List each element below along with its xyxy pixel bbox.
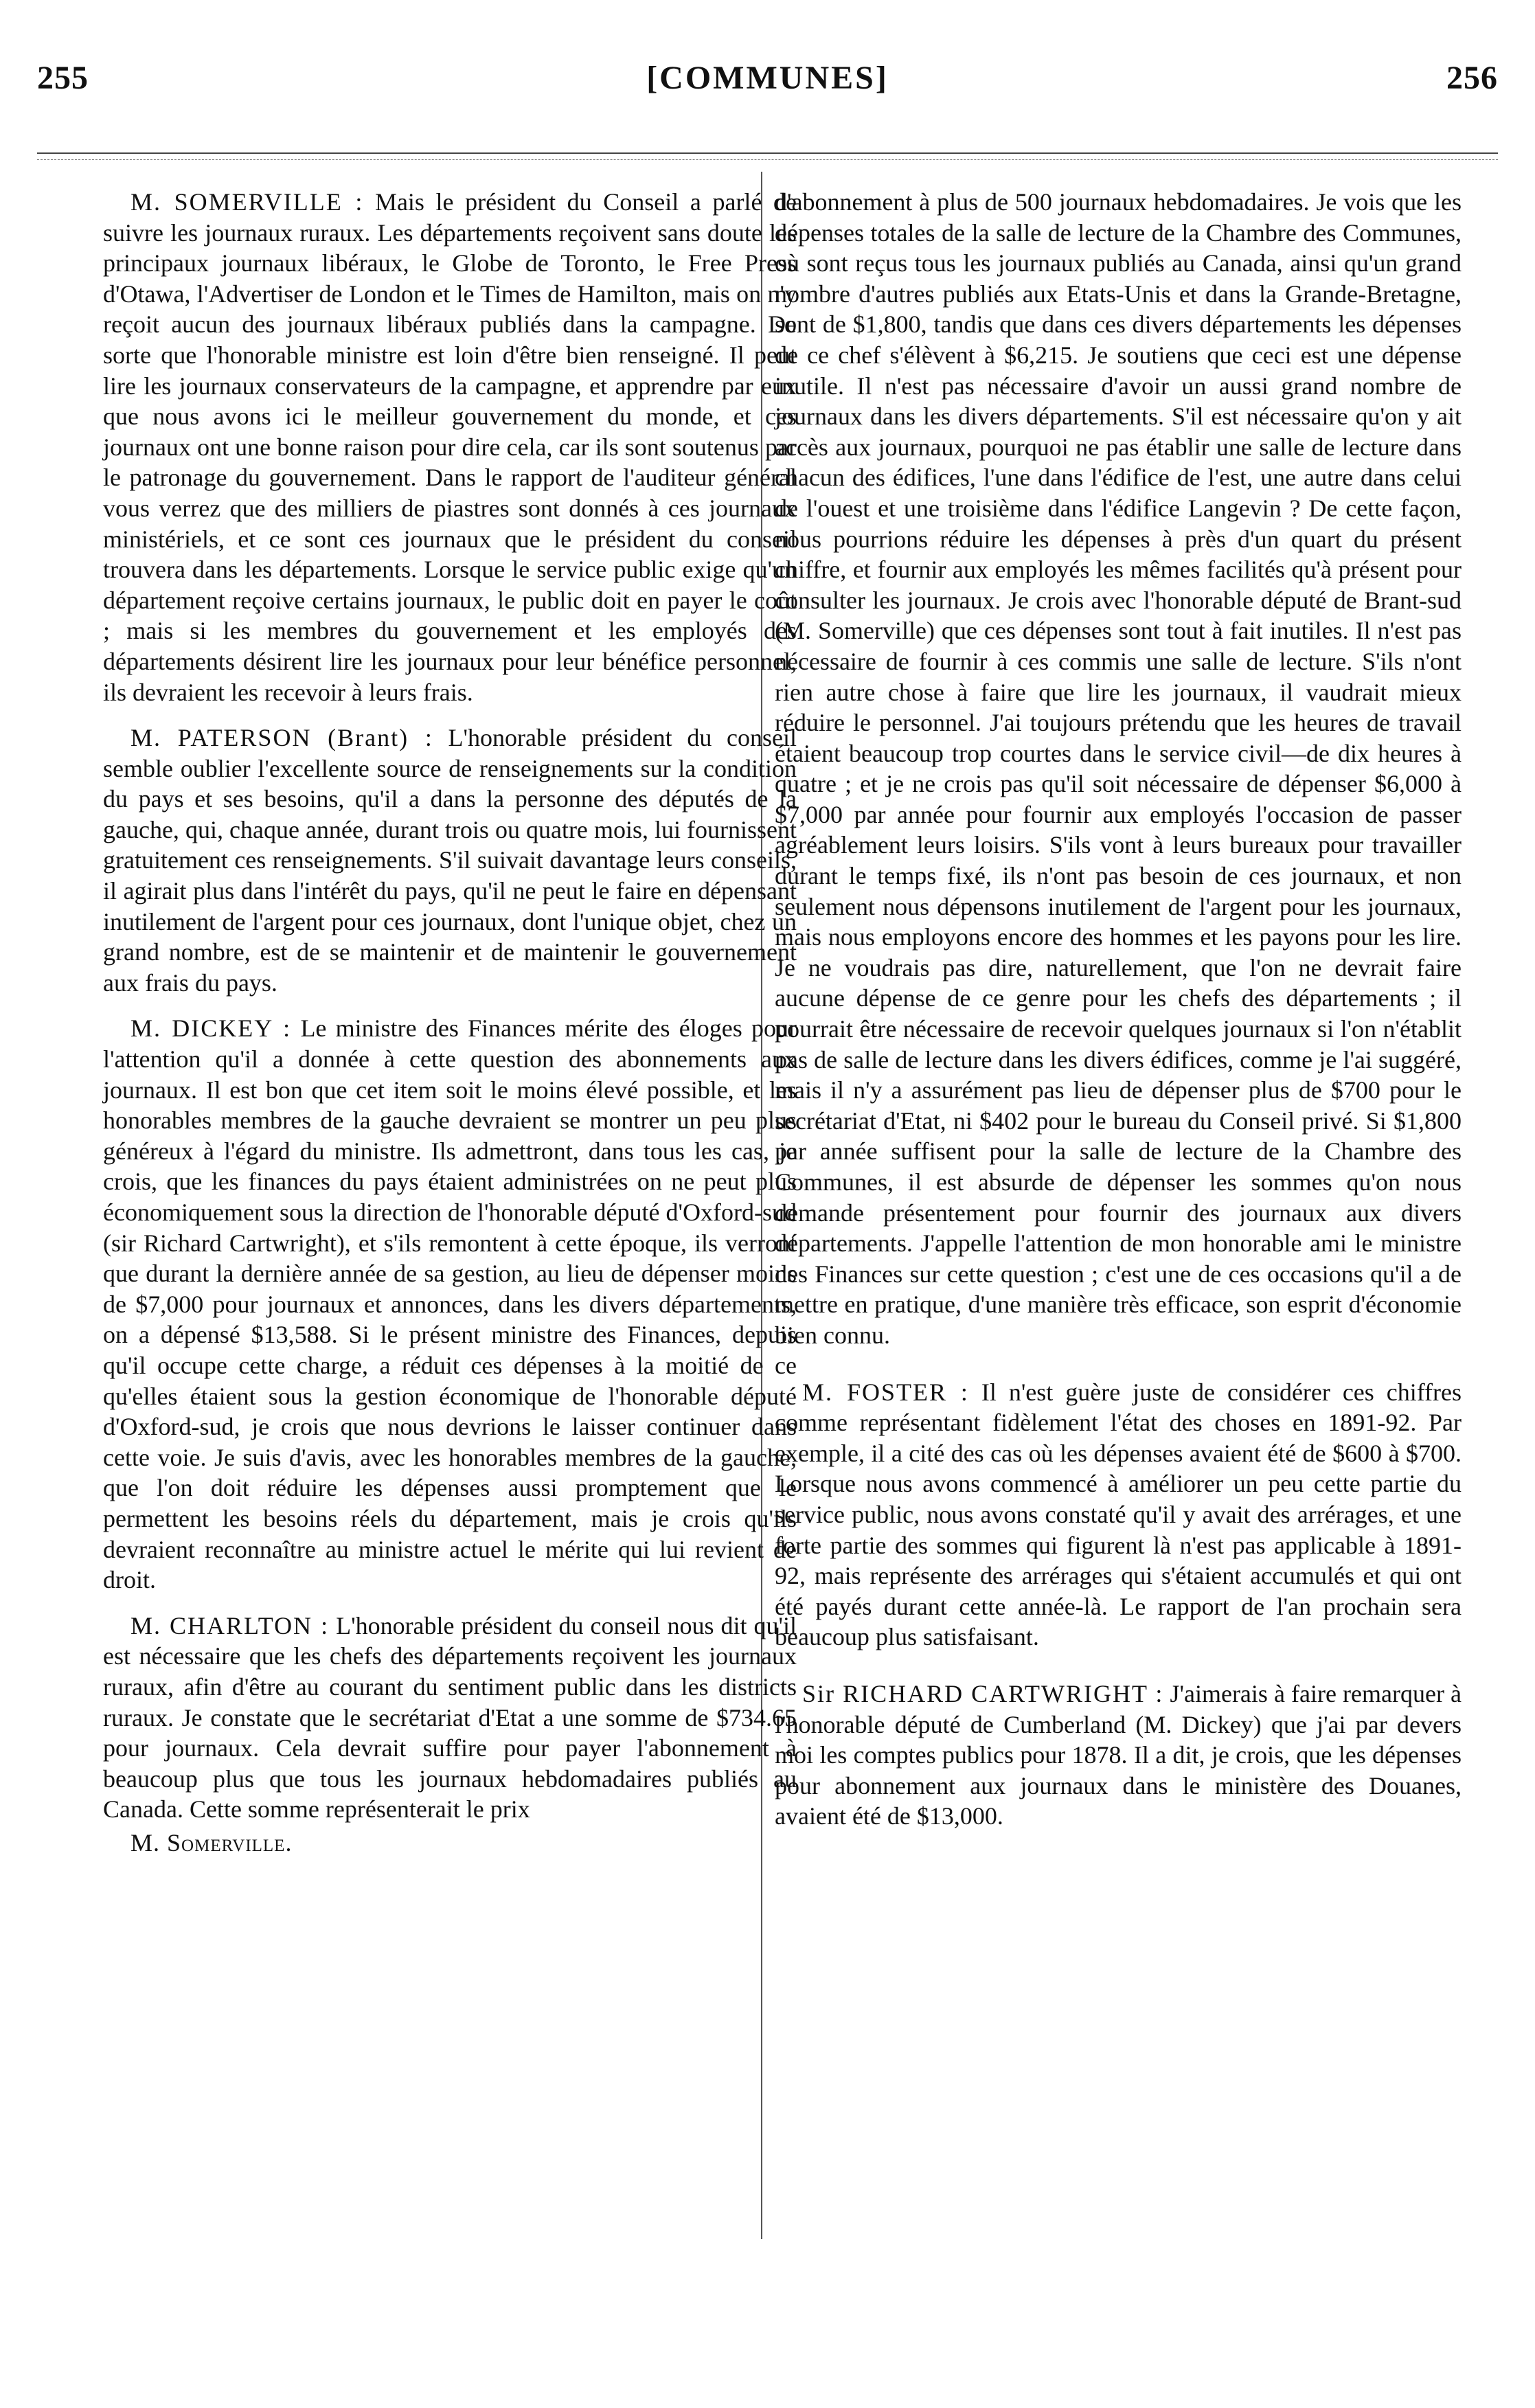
speech-text: J'aimerais à faire remarquer à l'honorable député de Cumberland (M. Dickey) que j'ai par devers moi les comptes publics pour 1878. Il a dit, je crois, que les dépenses pour abonnement aux journaux dans le ministère des Douanes, avaient été de $13,000. xyxy=(775,1679,1462,1830)
speech-text: d'abonnement à plus de 500 journaux hebdomadaires. Je vois que les dépenses totales de la salle de lecture de la Chambre des Communes, où sont reçus tous les journaux publiés au Canada, ainsi qu'un grand nombre d'autres publiés aux Etats-Unis et dans la Grande-Bretagne, sont de $1,800, tandis que dans ces divers départements les dépenses de ce chef s'élèvent à $6,215. Je soutiens que ceci est une dépense inutile. Il n'est pas nécessaire d'avoir un aussi grand nombre de journaux dans les divers départements. S'il est nécessaire qu'on y ait accès aux journaux, pourquoi ne pas établir une salle de lecture dans chacun des édifices, l'une dans l'édifice de l'est, une autre dans celui de l'ouest et une troisième dans l'édifice Langevin ? De cette façon, nous pourrions réduire les dépenses à près d'un quart du présent chiffre, et fournir aux employés les mêmes facilités qu'à présent pour consulter les journaux. Je crois avec l'honorable député de Brant-sud (M. Somerville) que ces dépenses sont tout à fait inutiles. Il n'est pas nécessaire de fournir à ces commis une salle de lecture. S'ils n'ont rien autre chose à faire que lire les journaux, il vaudrait mieux réduire le personnel. J'ai toujours prétendu que les heures de travail étaient beaucoup trop courtes dans le service civil—de dix heures à quatre ; et je ne crois pas qu'il soit nécessaire de dépenser $6,000 à $7,000 par année pour fournir aux employés l'occasion de passer agréablement leurs loisirs. S'ils vont à leurs bureaux pour travailler durant le temps fixé, ils n'ont pas besoin de ces journaux, et non seulement nous dépensons inutilement de l'argent pour les journaux, mais nous employons encore des hommes et les payons pour les lire. Je ne voudrais pas dire, naturellement, que l'on ne devrait faire aucune dépense de ce genre pour les chefs des départements ; il pourrait être nécessaire de recevoir quelques journaux si l'on n'établit pas de salle de lecture dans les divers édifices, comme je l'ai suggéré, mais il n'y a assurément pas lieu de dépenser plus de $700 pour le secrétariat d'Etat, ni $402 pour le bureau du Conseil privé. Si $1,800 par année suffisent pour la salle de lecture de la Chambre des Communes, il est absurde de dépenser les sommes qu'on nous demande présentement pour fournir des journaux aux divers départements. J'appelle l'attention de mon honorable ami le ministre des Finances sur cette question ; c'est une de ces occasions qu'il a de mettre en pratique, d'une manière très efficace, son esprit d'économie bien connu. xyxy=(775,188,1462,1349)
speech-text: L'honorable président du conseil nous dit qu'il est nécessaire que les chefs des départements reçoivent les journaux ruraux, afin d'être au courant du sentiment public dans les districts ruraux. Je constate que le secrétariat d'Etat a une somme de $734.65 pour journaux. Cela devrait suffire pour payer l'abonnement à beaucoup plus que tous les journaux hebdomadaires publiés au Canada. Cette somme représenterait le prix xyxy=(103,1611,797,1824)
speech-paterson xyxy=(103,723,797,998)
speech-cartwright xyxy=(775,1679,1462,1832)
speaker-name: M. DICKEY : xyxy=(130,1014,292,1043)
page-signature: M. Somerville. xyxy=(130,1828,293,1856)
speaker-name: Sir RICHARD CARTWRIGHT : xyxy=(802,1679,1164,1707)
page-number-right: 256 xyxy=(1446,60,1498,96)
speech-somerville xyxy=(103,187,797,707)
speech-text: Il n'est guère juste de considérer ces chiffres comme représentant fidèlement l'état des choses en 1891-92. Par exemple, il a cité des cas où les dépenses avaient été de $600 à $700. Lorsque nous avons commencé à améliorer un peu cette partie du service public, nous avons constaté qu'il y avait des arrérages, et une forte partie des sommes qui figurent là n'est pas applicable à 1891-92, mais représente des arrérages qui s'étaient accumulés et qui ont été payés durant cette année-là. Le rapport de l'an prochain sera beaucoup plus satisfaisant. xyxy=(775,1378,1462,1651)
speech-text: Le ministre des Finances mérite des éloges pour l'attention qu'il a donnée à cette question des abonnements aux journaux. Il est bon que cet item soit le moins élevé possible, et les honorables membres de la gauche devraient se montrer un peu plus généreux à l'égard du ministre. Ils admettront, dans tous les cas, je crois, que les finances du pays étaient administrées on ne peut plus économiquement sous la direction de l'honorable député d'Oxford-sud (sir Richard Cartwright), et s'ils remontent à cette époque, ils verront que durant la dernière année de sa gestion, au lieu de dépenser moins de $7,000 pour journaux et annonces, dans les divers départements, on a dépensé $13,588. Si le présent ministre des Finances, depuis qu'il occupe cette charge, a réduit ces dépenses à la moitié de ce qu'elles étaient sous la gestion économique de l'honorable député d'Oxford-sud, je crois que nous devrions le laisser continuer dans cette voie. Je suis d'avis, avec les honorables membres de la gauche, que l'on doit réduire les dépenses aussi promptement que le permettent les besoins réels du département, mais je crois qu'ils devraient reconnaître au ministre actuel le mérite qui lui revient de droit. xyxy=(103,1014,797,1594)
speech-foster xyxy=(775,1377,1462,1652)
speech-charlton-continued xyxy=(775,187,1462,1351)
header-rule xyxy=(37,152,1498,154)
speech-charlton xyxy=(103,1611,797,1825)
speaker-name: M. PATERSON (Brant) : xyxy=(130,724,433,752)
speaker-name: M. FOSTER : xyxy=(802,1378,969,1406)
left-column xyxy=(103,187,797,1873)
speaker-name: M. SOMERVILLE : xyxy=(130,188,364,216)
page-number-left: 255 xyxy=(37,60,89,96)
speaker-name: M. CHARLTON : xyxy=(130,1611,330,1639)
header-rule-dashed xyxy=(37,159,1498,160)
speech-text: L'honorable président du conseil semble oublier l'excellente source de renseignements sur la condition du pays et ses besoins, qu'il a dans la personne des députés de la gauche, qui, chaque année, durant trois ou quatre mois, lui fournissent gratuitement ces renseignements. S'il suivait davantage leurs conseils, il agirait plus dans l'intérêt du pays, qu'il ne peut le faire en dépensant inutilement de l'argent pour ces journaux, dont l'unique objet, chez un grand nombre, est de se maintenir et de maintenir le gouvernement aux frais du pays. xyxy=(103,724,797,997)
speech-dickey xyxy=(103,1013,797,1595)
running-header: [COMMUNES] xyxy=(646,60,889,96)
right-column xyxy=(775,187,1462,1847)
speech-text: Mais le président du Conseil a parlé de suivre les journaux ruraux. Les départements reçoivent sans doute les principaux journaux libéraux, le Globe de Toronto, le Free Press d'Otawa, l'Advertiser de London et le Times de Hamilton, mais on n'y reçoit aucun des journaux libéraux publiés dans la campagne. De sorte que l'honorable ministre est loin d'être bien renseigné. Il peut lire les journaux conservateurs de la campagne, et apprendre par eux que nous avons ici le meilleur gouvernement du monde, et ces journaux ont une bonne raison pour dire cela, car ils sont soutenus par le patronage du gouvernement. Dans le rapport de l'auditeur général vous verrez que des milliers de piastres sont donnés à ces journaux ministériels, et ce sont ces journaux que le président du conseil trouvera dans les départements. Lorsque le service public exige qu'un département reçoive certains journaux, le public doit en payer le coût ; mais si les membres du gouvernement et les employés des départements désirent lire les journaux pour leur bénéfice personnel, ils devraient les recevoir à leurs frais. xyxy=(103,188,797,706)
